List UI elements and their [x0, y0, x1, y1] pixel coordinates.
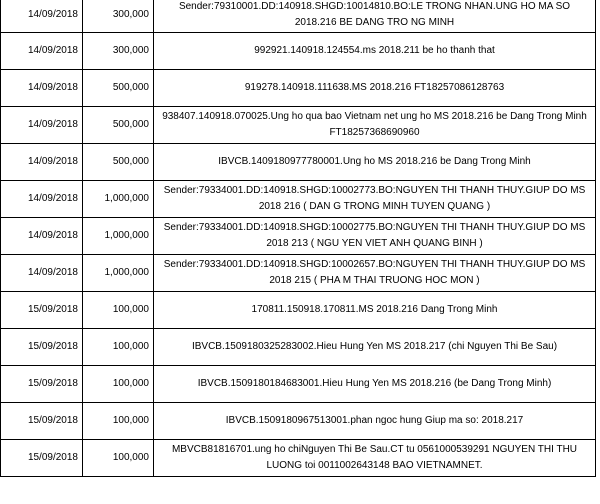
table-row [1, 33, 596, 70]
date-cell: 14/09/2018 [1, 33, 83, 70]
date-cell: 14/09/2018 [1, 0, 83, 33]
amount-cell: 100,000 [83, 329, 154, 366]
table-row [1, 403, 596, 440]
description-cell: 938407.140918.070025.Ung ho qua bao Vietnam net ung ho MS 2018.216 be Dang Trong Minh FT18257368690960 [154, 107, 596, 144]
table-row [1, 144, 596, 181]
amount-cell: 100,000 [83, 366, 154, 403]
description-cell: Sender:79334001.DD:140918.SHGD:10002657.BO:NGUYEN THI THANH THUY.GIUP DO MS 2018 215 ( PHA M THAI TRUONG HOC MON ) [154, 255, 596, 292]
table-row [1, 440, 596, 477]
date-cell: 14/09/2018 [1, 144, 83, 181]
description-cell: 919278.140918.111638.MS 2018.216 FT18257086128763 [154, 70, 596, 107]
description-cell: Sender:79310001.DD:140918.SHGD:10014810.BO:LE TRONG NHAN.UNG HO MA SO 2018.216 BE DANG TRO NG MINH [154, 0, 596, 33]
date-cell: 15/09/2018 [1, 440, 83, 477]
table-row [1, 366, 596, 403]
amount-cell: 500,000 [83, 107, 154, 144]
amount-cell: 300,000 [83, 0, 154, 33]
table-row [1, 0, 596, 33]
date-cell: 14/09/2018 [1, 107, 83, 144]
table-row [1, 218, 596, 255]
amount-cell: 500,000 [83, 70, 154, 107]
description-cell: MBVCB81816701.ung ho chiNguyen Thi Be Sau.CT tu 0561000539291 NGUYEN THI THU LUONG toi 0011002643148 BAO VIETNAMNET. [154, 440, 596, 477]
table-row [1, 70, 596, 107]
amount-cell: 300,000 [83, 33, 154, 70]
date-cell: 14/09/2018 [1, 255, 83, 292]
amount-cell: 1,000,000 [83, 181, 154, 218]
table-row [1, 329, 596, 366]
amount-cell: 100,000 [83, 403, 154, 440]
description-cell: Sender:79334001.DD:140918.SHGD:10002775.BO:NGUYEN THI THANH THUY.GIUP DO MS 2018 213 ( NGU YEN VIET ANH QUANG BINH ) [154, 218, 596, 255]
date-cell: 15/09/2018 [1, 292, 83, 329]
amount-cell: 500,000 [83, 144, 154, 181]
description-cell: IBVCB.1509180325283002.Hieu Hung Yen MS 2018.217 (chi Nguyen Thi Be Sau) [154, 329, 596, 366]
description-cell: Sender:79334001.DD:140918.SHGD:10002773.BO:NGUYEN THI THANH THUY.GIUP DO MS 2018 216 ( DAN G TRONG MINH TUYEN QUANG ) [154, 181, 596, 218]
date-cell: 15/09/2018 [1, 329, 83, 366]
amount-cell: 1,000,000 [83, 218, 154, 255]
date-cell: 14/09/2018 [1, 181, 83, 218]
amount-cell: 1,000,000 [83, 255, 154, 292]
description-cell: IBVCB.1509180967513001.phan ngoc hung Giup ma so: 2018.217 [154, 403, 596, 440]
table-row [1, 181, 596, 218]
amount-cell: 100,000 [83, 440, 154, 477]
description-cell: IBVCB.1509180184683001.Hieu Hung Yen MS 2018.216 (be Dang Trong Minh) [154, 366, 596, 403]
table-row [1, 292, 596, 329]
date-cell: 14/09/2018 [1, 218, 83, 255]
date-cell: 14/09/2018 [1, 70, 83, 107]
description-cell: IBVCB.1409180977780001.Ung ho MS 2018.216 be Dang Trong Minh [154, 144, 596, 181]
date-cell: 15/09/2018 [1, 366, 83, 403]
date-cell: 15/09/2018 [1, 403, 83, 440]
table-row [1, 255, 596, 292]
amount-cell: 100,000 [83, 292, 154, 329]
table-row [1, 107, 596, 144]
description-cell: 170811.150918.170811.MS 2018.216 Dang Trong Minh [154, 292, 596, 329]
description-cell: 992921.140918.124554.ms 2018.211 be ho thanh that [154, 33, 596, 70]
